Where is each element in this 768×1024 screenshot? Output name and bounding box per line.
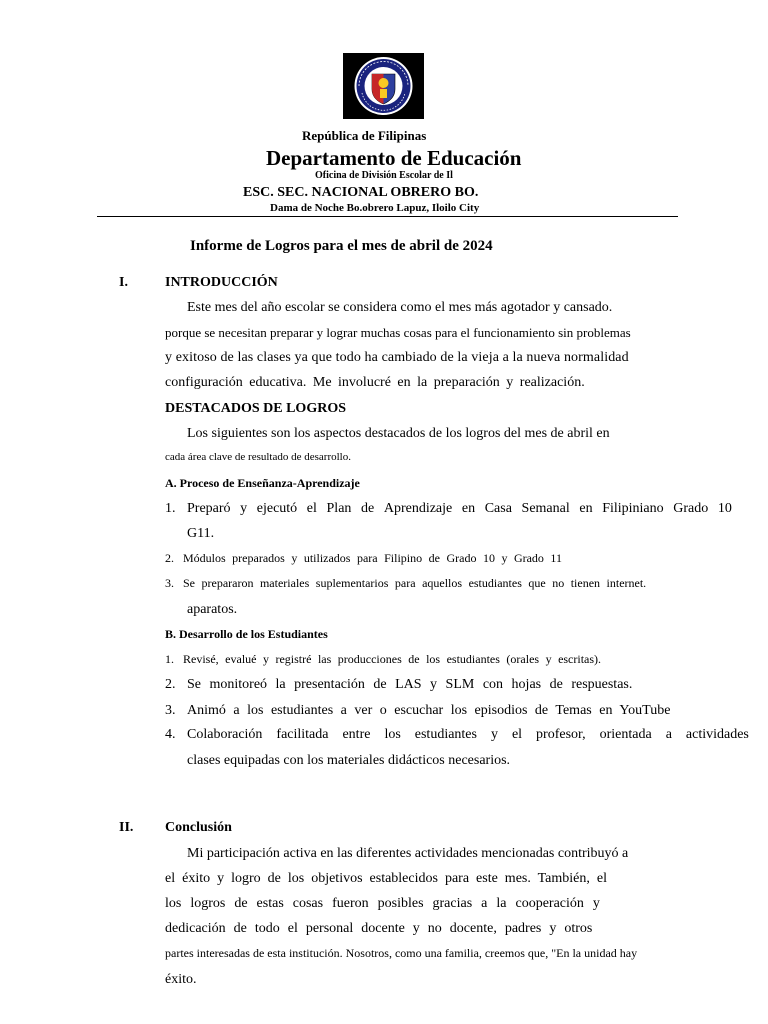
- justified-word: los: [384, 727, 401, 742]
- justified-word: entre: [342, 727, 371, 742]
- highlights-text: Los siguientes son los aspectos destacados de los logros del mes de abril en: [187, 426, 610, 441]
- list-number: 2.: [165, 551, 174, 565]
- list-item-continuation: aparatos.: [187, 602, 238, 617]
- justified-word: a: [665, 727, 672, 742]
- justified-word: en: [461, 501, 476, 516]
- justified-word: Aprendizaje: [383, 501, 453, 516]
- list-item-text: Se prepararon materiales suplementarios para aquellos estudiantes que no tienen internet.: [183, 576, 647, 590]
- justified-word: Plan: [326, 501, 352, 516]
- subsection-title: B. Desarrollo de los Estudiantes: [165, 627, 328, 641]
- subsection-title: A. Proceso de Enseñanza-Aprendizaje: [165, 476, 360, 490]
- section-numeral: II.: [119, 820, 134, 835]
- justified-word: en: [579, 501, 593, 516]
- department-title: Departamento de Educación: [266, 146, 522, 170]
- list-item-text: [187, 727, 749, 743]
- list-number: 1.: [165, 501, 176, 516]
- section-numeral: I.: [119, 275, 128, 290]
- division-office: Oficina de División Escolar de Il: [315, 170, 453, 181]
- list-item-continuation: G11.: [187, 526, 215, 541]
- deped-seal: [343, 53, 424, 119]
- justified-word: orientada: [599, 727, 652, 742]
- list-item-continuation: clases equipadas con los materiales didácticos necesarios.: [187, 753, 511, 768]
- republic-line: República de Filipinas: [302, 128, 427, 143]
- intro-line: configuración educativa. Me involucré en la preparación y realización.: [165, 375, 585, 390]
- intro-line: porque se necesitan preparar y lograr muchas cosas para el funcionamiento sin problemas: [165, 325, 631, 340]
- list-item-text: Módulos preparados y utilizados para Filipino de Grado 10 y Grado 11: [183, 551, 562, 565]
- section-heading: INTRODUCCIÓN: [165, 275, 278, 290]
- list-number: 3.: [165, 703, 176, 718]
- list-item-text: Revisé, evalué y registré las producciones de los estudiantes (orales y escritas).: [183, 652, 602, 666]
- list-number: 4.: [165, 727, 176, 742]
- conclusion-line: Mi participación activa en las diferentes actividades mencionadas contribuyó a: [187, 846, 629, 861]
- justified-word: estudiantes: [414, 727, 477, 742]
- list-item-text: [187, 501, 732, 517]
- justified-word: actividades: [685, 727, 749, 742]
- justified-word: ejecutó: [256, 501, 298, 516]
- conclusion-line: éxito.: [165, 972, 197, 987]
- justified-word: Preparó: [187, 501, 231, 516]
- highlights-heading: DESTACADOS DE LOGROS: [165, 401, 347, 416]
- intro-line: y exitoso de las clases ya que todo ha cambiado de la vieja a la nueva normalidad: [165, 350, 629, 365]
- list-number: 2.: [165, 677, 176, 692]
- header-divider: [97, 216, 678, 217]
- justified-word: Grado: [673, 501, 709, 516]
- justified-word: profesor,: [536, 727, 586, 742]
- conclusion-line: partes interesadas de esta institución. Nosotros, como una familia, creemos que, "En la unidad hay: [165, 946, 638, 960]
- list-item-text: Se monitoreó la presentación de LAS y SLM con hojas de respuestas.: [187, 677, 633, 692]
- justified-word: Colaboración: [187, 727, 263, 742]
- justified-word: facilitada: [276, 727, 329, 742]
- list-number: 1.: [165, 652, 174, 666]
- justified-word: el: [511, 727, 523, 742]
- justified-word: Casa: [484, 501, 512, 516]
- justified-word: Semanal: [521, 501, 570, 516]
- school-name: ESC. SEC. NACIONAL OBRERO BO.: [243, 185, 479, 200]
- conclusion-line: los logros de estas cosas fueron posibles gracias a la cooperación y: [165, 896, 600, 911]
- justified-word: el: [306, 501, 317, 516]
- conclusion-line: dedicación de todo el personal docente y no docente, padres y otros: [165, 921, 593, 936]
- report-title: Informe de Logros para el mes de abril de 2024: [190, 238, 493, 254]
- justified-word: de: [361, 501, 375, 516]
- list-item-text: Animó a los estudiantes a ver o escuchar los episodios de Temas en YouTube: [187, 703, 671, 718]
- conclusion-line: el éxito y logro de los objetivos establecidos para este mes. También, el: [165, 871, 607, 886]
- justified-word: 10: [717, 501, 732, 516]
- justified-word: y: [240, 501, 248, 516]
- highlights-text: cada área clave de resultado de desarrollo.: [165, 451, 351, 463]
- school-address: Dama de Noche Bo.obrero Lapuz, Iloilo City: [270, 202, 480, 214]
- justified-word: Filipiniano: [602, 501, 664, 516]
- list-number: 3.: [165, 576, 174, 590]
- intro-line: Este mes del año escolar se considera como el mes más agotador y cansado.: [187, 300, 613, 315]
- justified-word: y: [490, 727, 498, 742]
- section-heading: Conclusión: [165, 820, 232, 835]
